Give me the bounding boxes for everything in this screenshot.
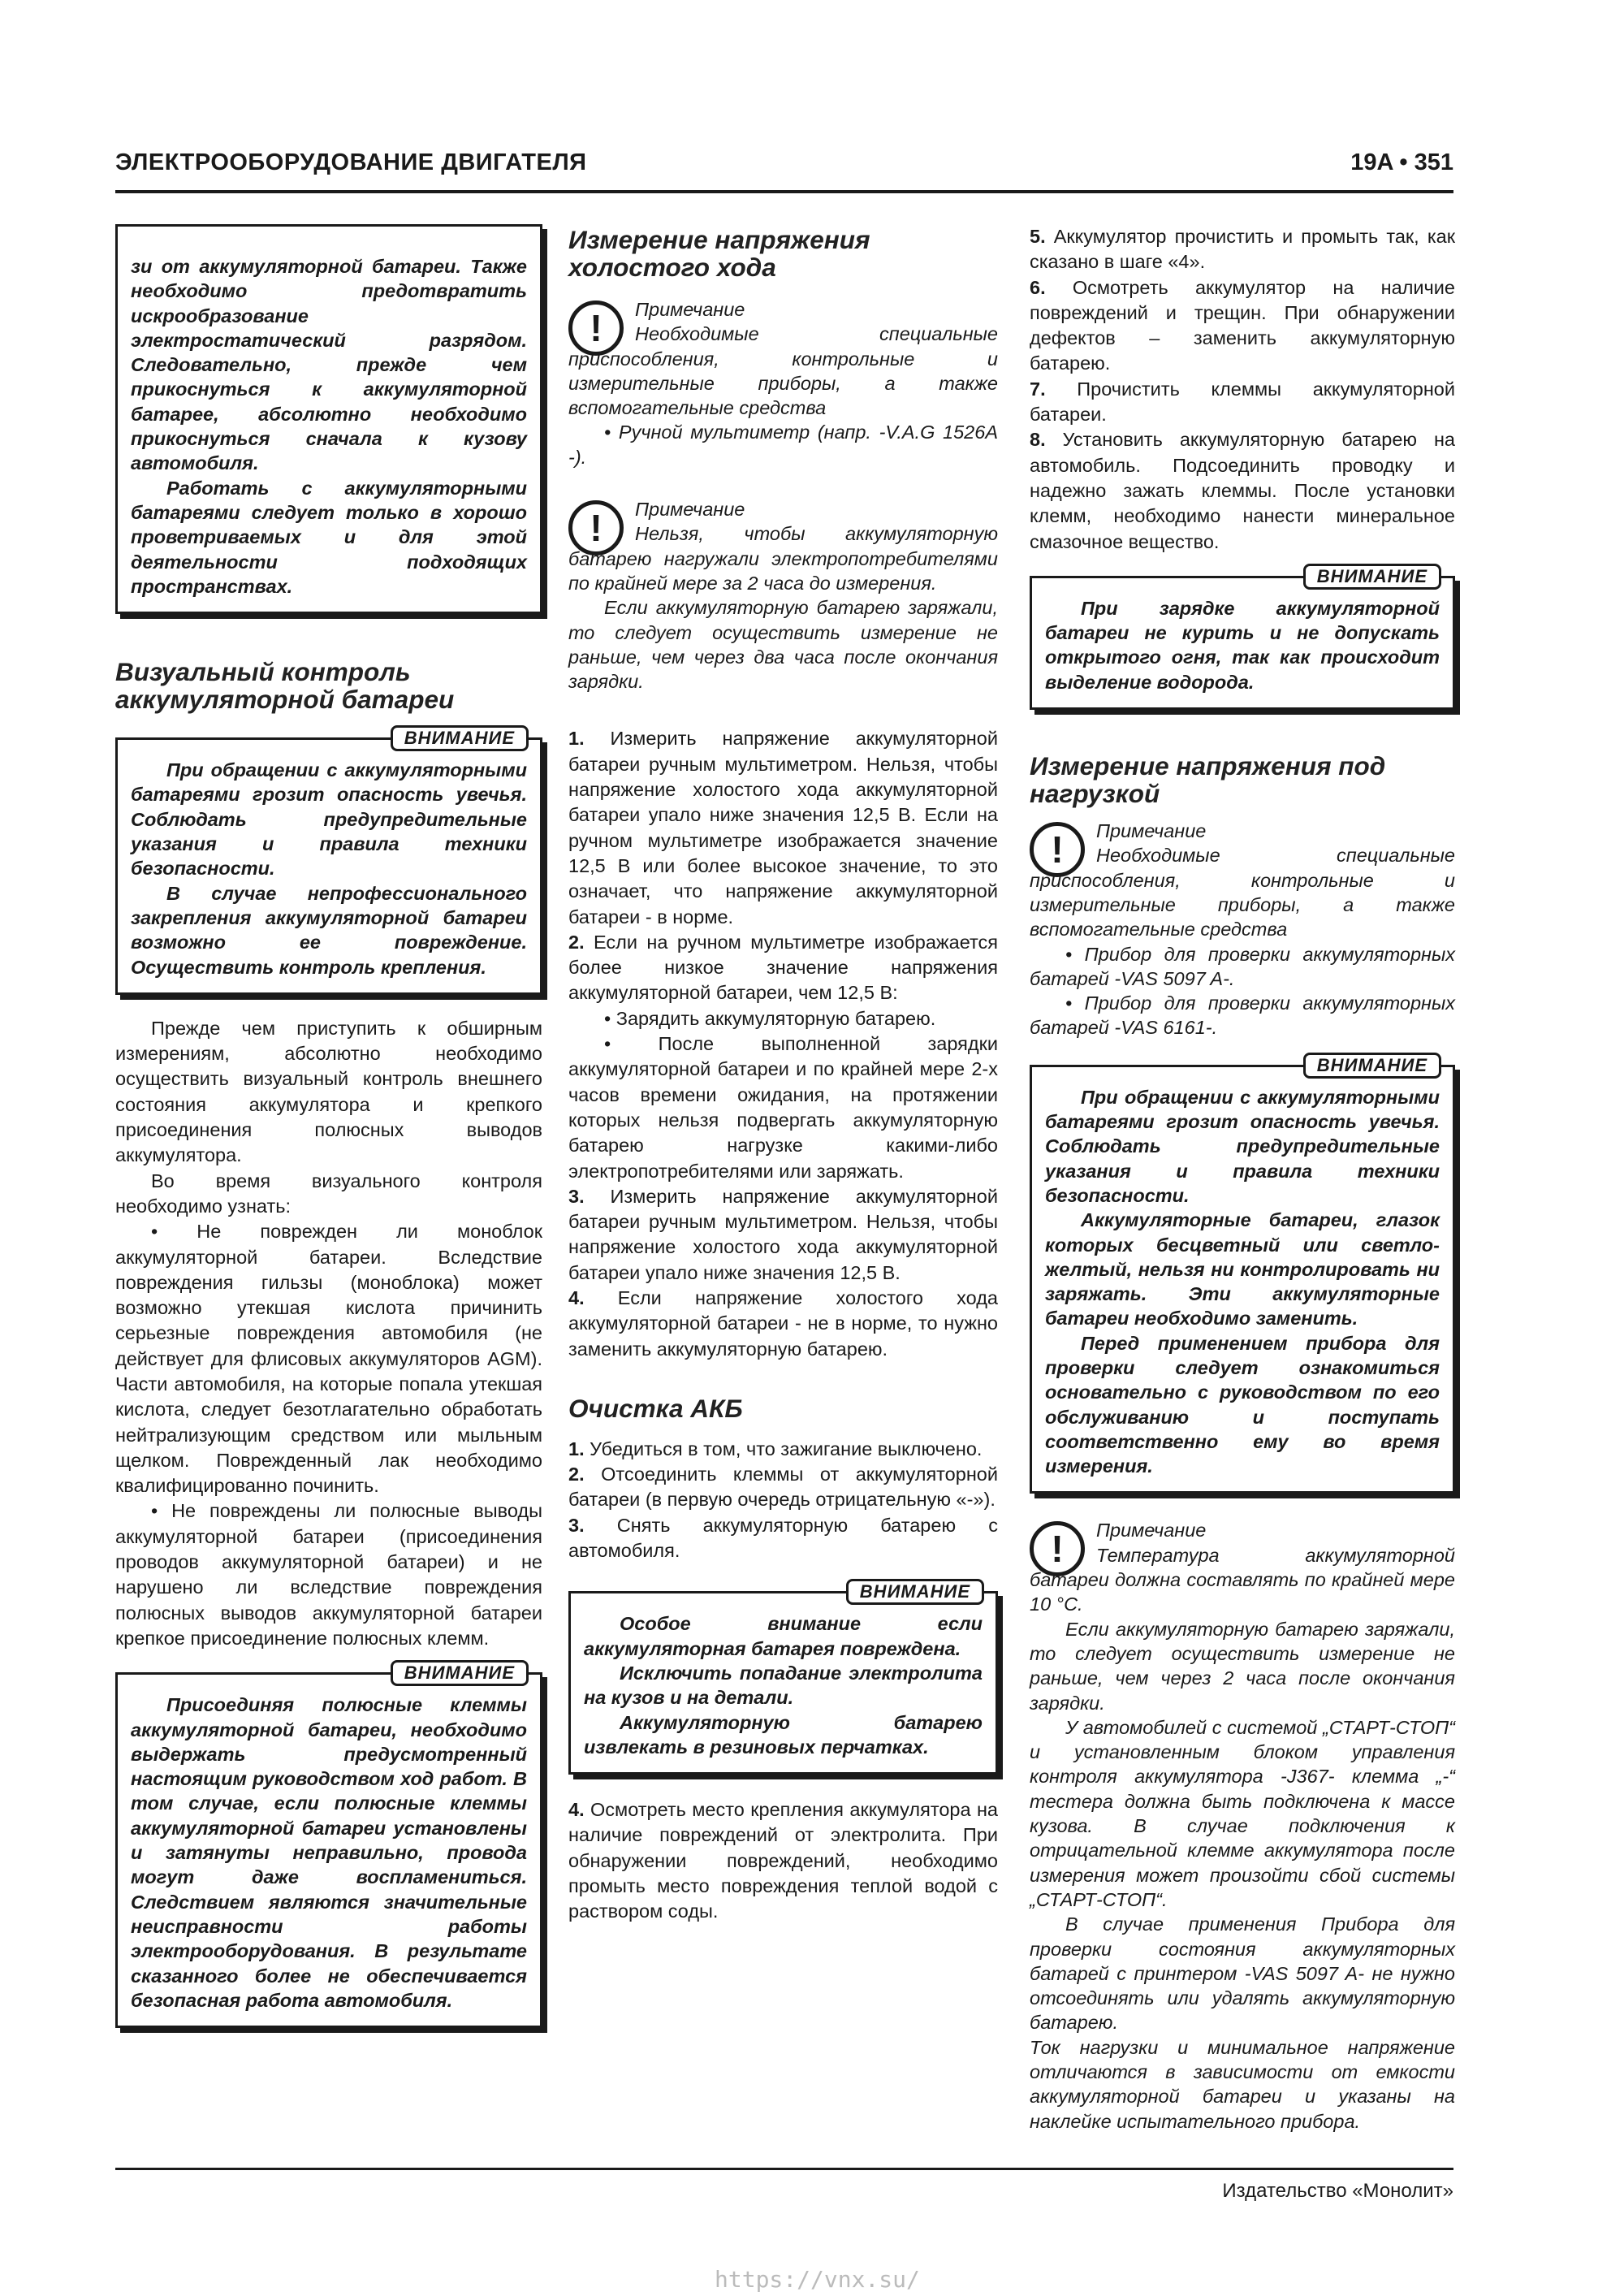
note-block: [568, 497, 998, 694]
column-middle: [568, 224, 998, 1925]
step-text: Аккумулятор прочистить и промыть так, как сказано в шаге «4».: [1030, 226, 1455, 273]
step-item: [568, 1513, 998, 1564]
body-text: [1030, 224, 1455, 555]
warning-text: Перед применением прибора для проверки следует ознакомиться основательно с руководством по его обслуживанию и поступать соответственно ему во время измерения.: [1045, 1332, 1440, 1477]
step-text: Убедиться в том, что зажигание выключено.: [584, 1438, 983, 1459]
step-item: [1030, 275, 1455, 377]
note-text: В случае применения Прибора для проверки состояния аккумуляторных батарей с принтером -VAS 5097 A- не нужно отсоединять или удалять аккумуляторную батарею.: [1030, 1913, 1455, 2034]
header-rule: [115, 190, 1453, 193]
step-number: 4.: [568, 1286, 585, 1308]
note-block: [568, 297, 998, 469]
step-item: [568, 726, 998, 929]
bullet-item: • Ручной мультиметр (напр. -V.A.G 1526A -).: [568, 422, 998, 468]
warning-text: Аккумуляторную батарею извлекать в резиновых перчатках.: [584, 1711, 983, 1758]
warning-box: [1030, 1054, 1455, 1494]
section-heading: Измерение напряжения под нагрузкой: [1030, 751, 1386, 809]
step-item: [1030, 427, 1455, 554]
footer-rule: [115, 2168, 1453, 2170]
page-header: [115, 149, 1453, 185]
note-text: Необходимые специальные приспособления, контрольные и измерительные приборы, а также вспомогательные средства: [1030, 845, 1455, 940]
warning-label: ВНИМАНИЕ: [391, 725, 529, 751]
step-number: 3.: [568, 1185, 585, 1207]
warning-text: Особое внимание если аккумуляторная батарея повреждена.: [584, 1613, 983, 1659]
warning-text: Исключить попадание электролита на кузов и на детали.: [584, 1662, 983, 1709]
step-text: Отсоединить клеммы от аккумуляторной батареи (в первую очередь отрицательную «-»).: [568, 1464, 998, 1511]
section-heading: Измерение напряжения холостого хода: [568, 225, 870, 282]
step-item: [1030, 224, 1455, 275]
step-number: 1.: [568, 1438, 585, 1459]
step-text: Измерить напряжение аккумуляторной батареи ручным мультиметром. Нельзя, чтобы напряжение холостого хода аккумуляторной батареи упало ниже значения 12,5 В.: [568, 1185, 998, 1283]
section-title: ЭЛЕКТРООБОРУДОВАНИЕ ДВИГАТЕЛЯ: [115, 149, 587, 175]
bullet-item: • Прибор для проверки аккумуляторных батарей -VAS 5097 A-.: [1030, 943, 1455, 989]
step-text: Прочистить клеммы аккумуляторной батареи.: [1030, 378, 1455, 426]
warning-box: [568, 1581, 998, 1775]
warning-text: Аккумуляторные батареи, глазок которых бесцветный или светло-желтый, нельзя ни контролировать ни заряжать. Эти аккумуляторные батареи необходимо заменить.: [1045, 1209, 1440, 1330]
publisher-credit: Издательство «Монолит»: [1222, 2180, 1453, 2202]
body-text: [568, 1797, 998, 1924]
step-text: Осмотреть аккумулятор на наличие повреждений и трещин. При обнаружении дефектов – заменить аккумуляторную батарею.: [1030, 276, 1455, 374]
step-number: 2.: [568, 931, 585, 953]
step-number: 1.: [568, 728, 585, 750]
step-number: 6.: [1030, 276, 1046, 298]
exclamation-icon: !: [568, 301, 624, 356]
note-block: [1030, 1518, 1455, 2133]
warning-text: При обращении с аккумуляторными батареями грозит опасность увечья. Соблюдать предупредительные указания и правила техники безопасности.: [131, 759, 527, 880]
warning-box-continued: [115, 224, 542, 614]
note-heading: Примечание: [1096, 1520, 1207, 1541]
step-item: [568, 1184, 998, 1286]
exclamation-icon: !: [1030, 822, 1085, 877]
note-text: Температура аккумуляторной батареи должна составлять по крайней мере 10 °C.: [1030, 1544, 1455, 1615]
note-heading: Примечание: [635, 299, 745, 320]
step-item: [568, 1437, 998, 1462]
note-text: Если аккумуляторную батарею заряжали, то следует осуществить измерение не раньше, чем через 2 часа после окончания зарядки.: [1030, 1618, 1455, 1714]
step-text: Если напряжение холостого хода аккумуляторной батареи - не в норме, то нужно заменить аккумуляторную батарею.: [568, 1286, 998, 1360]
paragraph: Прежде чем приступить к обширным измерениям, абсолютно необходимо осуществить визуальный контроль внешнего состояния аккумулятора и крепкого присоединения полюсных выводов аккумулятора.: [115, 1017, 542, 1166]
body-text: [568, 726, 998, 1361]
step-item: [1030, 377, 1455, 428]
column-right: [1030, 224, 1455, 2134]
warning-box: [115, 1663, 542, 2028]
step-number: 3.: [568, 1514, 585, 1536]
bullet-item: • Зарядить аккумуляторную батарею.: [604, 1007, 936, 1029]
step-item: [568, 1462, 998, 1513]
warning-label: ВНИМАНИЕ: [1303, 1053, 1441, 1079]
bullet-item: • Прибор для проверки аккумуляторных батарей -VAS 6161-.: [1030, 992, 1455, 1039]
step-number: 7.: [1030, 378, 1046, 400]
warning-text: Присоединяя полюсные клеммы аккумуляторной батареи, необходимо выдержать предусмотренный настоящим руководством ход работ. В том случае, если полюсные клеммы аккумуляторной батареи установлены и затянуты неправильно, провода могут даже воспламениться. Следствием являются значительные неисправности работы электрооборудования. В результате сказанного более не обеспечивается безопасная работа автомобиля.: [131, 1694, 527, 2011]
section-heading: Очистка АКБ: [568, 1393, 743, 1423]
step-number: 4.: [568, 1799, 585, 1821]
note-heading: Примечание: [1096, 820, 1207, 842]
step-number: 2.: [568, 1464, 585, 1485]
warning-text: При зарядке аккумуляторной батареи не курить и не допускать открытого огня, так как происходит выделение водорода.: [1045, 597, 1440, 693]
warning-box: [115, 728, 542, 995]
warning-text: В случае непрофессионального закрепления аккумуляторной батареи возможно ее повреждение. Осуществить контроль крепления.: [131, 882, 527, 978]
step-text: Осмотреть место крепления аккумулятора на наличие повреждений от электролита. При обнаружении повреждений, необходимо промыть место повреждения теплой водой с раствором соды.: [568, 1799, 998, 1922]
body-text: [115, 1016, 542, 1651]
column-left: [115, 224, 542, 2028]
page-number: 19A • 351: [1350, 149, 1453, 175]
warning-text: При обращении с аккумуляторными батареями грозит опасность увечья. Соблюдать предупредительные указания и правила техники безопасности.: [1045, 1086, 1440, 1206]
exclamation-icon: !: [568, 500, 624, 556]
body-text: [568, 1437, 998, 1563]
step-text: Если на ручном мультиметре изображается более низкое значение напряжения аккумуляторной батареи, чем 12,5 В:: [568, 931, 998, 1004]
note-heading: Примечание: [635, 499, 745, 521]
watermark-url: https://vnx.su/: [715, 2266, 920, 2293]
step-item: [568, 930, 998, 1006]
bullet-item: • После выполненной зарядки аккумуляторной батареи и по крайней мере 2-х часов времени ожидания, на протяжении которых нельзя подвергать аккумуляторную батарею нагрузке какими-либо электропотребителями или заряжать.: [568, 1033, 998, 1182]
step-text: Измерить напряжение аккумуляторной батареи ручным мультиметром. Нельзя, чтобы напряжение холостого хода аккумуляторной батареи упало ниже значения 12,5 В. Если на ручном мультиметре изображается значение 12,5 В или более высокое значение, то это означает, что напряжение аккумуляторной батареи - в норме.: [568, 728, 998, 927]
note-text: Ток нагрузки и минимальное напряжение отличаются в зависимости от емкости аккумуляторной батареи и указаны на наклейке испытательного прибора.: [1030, 2036, 1455, 2132]
step-text: Установить аккумуляторную батарею на автомобиль. Подсоединить проводку и надежно зажать клеммы. После установки клемм, необходимо нанести минеральное смазочное вещество.: [1030, 429, 1455, 552]
step-item: [568, 1286, 998, 1362]
warning-label: ВНИМАНИЕ: [391, 1660, 529, 1686]
warning-label: ВНИМАНИЕ: [846, 1579, 984, 1605]
section-heading: Визуальный контроль аккумуляторной батареи: [115, 657, 455, 715]
note-text: Нельзя, чтобы аккумуляторную батарею нагружали электропотребителями по крайней мере за 2 часа до измерения.: [568, 523, 998, 594]
warning-box: [1030, 565, 1455, 710]
note-text: У автомобилей с системой „СТАРТ-СТОП“ и установленным блоком управления контроля аккумулятора -J367- клемма „-“ тестера должна быть подключена к массе кузова. В случае подключения к отрицательной клемме аккумулятора после измерения может произойти сбой системы „СТАРТ-СТОП“.: [1030, 1716, 1455, 1910]
bullet-item: • Не поврежден ли моноблок аккумуляторной батареи. Вследствие повреждения гильзы (моноблока) может возможно утекшая кислота причинить серьезные повреждения автомобиля (не действует для флисовых аккумуляторов AGM). Части автомобиля, на которые попала утекшая кислота, следует безотлагательно обработать нейтрализующим средством или мыльным щелком. Поврежденный лак необходимо квалифицированно починить.: [115, 1221, 542, 1497]
warning-text: Работать с аккумуляторными батареями следует только в хорошо проветриваемых и для этой деятельности подходящих пространствах.: [131, 477, 527, 597]
warning-label: ВНИМАНИЕ: [1303, 564, 1441, 590]
warning-text: зи от аккумуляторной батареи. Также необходимо предотвратить искрообразование электростатический разрядом. Следовательно, прежде чем прикоснуться к аккумуляторной батарее, абсолютно необходимо прикоснуться сначала к кузову автомобиля.: [131, 256, 527, 474]
step-number: 5.: [1030, 226, 1046, 247]
step-item: [568, 1797, 998, 1924]
note-text: Необходимые специальные приспособления, контрольные и измерительные приборы, а также вспомогательные средства: [568, 323, 998, 419]
note-text: Если аккумуляторную батарею заряжали, то следует осуществить измерение не раньше, чем через два часа после окончания зарядки.: [568, 597, 998, 693]
step-number: 8.: [1030, 429, 1046, 451]
exclamation-icon: !: [1030, 1521, 1085, 1576]
paragraph: Во время визуального контроля необходимо узнать:: [115, 1170, 542, 1217]
bullet-item: • Не повреждены ли полюсные выводы аккумуляторной батареи (присоединения проводов аккумуляторной батареи) и не нарушено ли вследствие повреждения полюсных выводов аккумуляторной батареи крепкое присоединение полюсных клемм.: [115, 1500, 542, 1649]
note-block: [1030, 819, 1455, 1040]
step-text: Снять аккумуляторную батарею с автомобиля.: [568, 1514, 998, 1562]
